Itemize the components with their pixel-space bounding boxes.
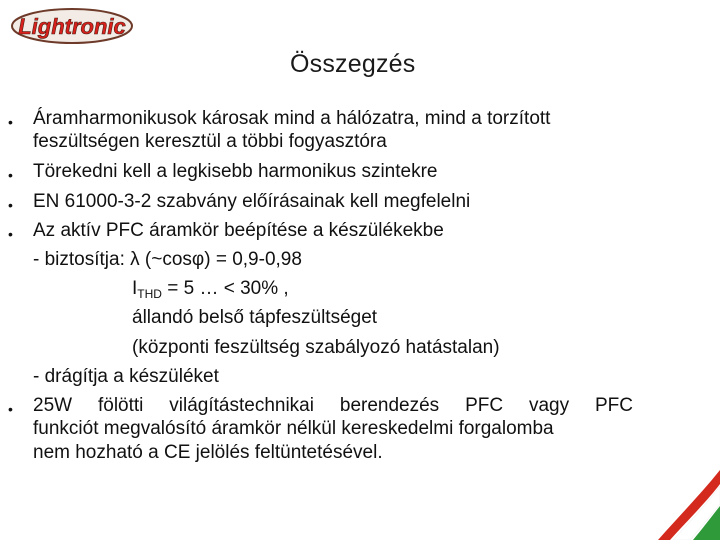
slide-title: Összegzés	[290, 50, 416, 78]
bullet-2-line: Törekedni kell a legkisebb harmonikus szintekre	[33, 161, 438, 182]
ithd-line	[132, 277, 289, 303]
bullet-marker: •	[8, 226, 13, 242]
logo-graphic	[10, 6, 134, 46]
word: vagy	[528, 395, 570, 416]
logo-text: Lightronic	[18, 14, 126, 39]
bullet-marker: •	[8, 167, 13, 183]
word: fölötti	[97, 395, 144, 416]
bullet-marker: •	[8, 114, 13, 130]
bullet-1-line-2: feszültségen keresztül a többi fogyasztóra	[33, 131, 387, 152]
word: PFC	[594, 395, 633, 416]
ithd-symbol: I	[132, 278, 138, 299]
central-regulator-line: (központi feszültség szabályozó hatástalan)	[132, 337, 500, 358]
bullet-4-line: Az aktív PFC áramkör beépítése a készülékekbe	[33, 220, 444, 241]
benefit-line: - biztosítja: λ (~cosφ) = 0,9-0,98	[33, 249, 302, 270]
bullet-marker: •	[8, 401, 13, 417]
word: PFC	[465, 395, 504, 416]
word: berendezés	[339, 395, 440, 416]
lightronic-logo	[10, 6, 134, 46]
bullet-5-line-2: funkciót megvalósító áramkör nélkül kereskedelmi forgalomba	[33, 418, 554, 439]
constant-voltage-line: állandó belső tápfeszültséget	[132, 307, 378, 328]
word: világítástechnikai	[169, 395, 314, 416]
bullet-marker: •	[8, 197, 13, 213]
ithd-value: = 5 … < 30% ,	[161, 278, 289, 299]
bullet-3-line: EN 61000-3-2 szabvány előírásainak kell megfelelni	[33, 191, 471, 212]
cost-line: - drágítja a készüléket	[33, 366, 219, 387]
bullet-1-line-1: Áramharmonikusok károsak mind a hálózatra, mind a torzított	[33, 108, 551, 129]
word: 25W	[33, 395, 73, 416]
ithd-subscript: THD	[137, 287, 162, 301]
bullet-5-line-1	[33, 394, 633, 418]
flag-ribbon-decoration	[630, 450, 720, 540]
bullet-5-line-3: nem hozható a CE jelölés feltüntetésével.	[33, 442, 383, 463]
